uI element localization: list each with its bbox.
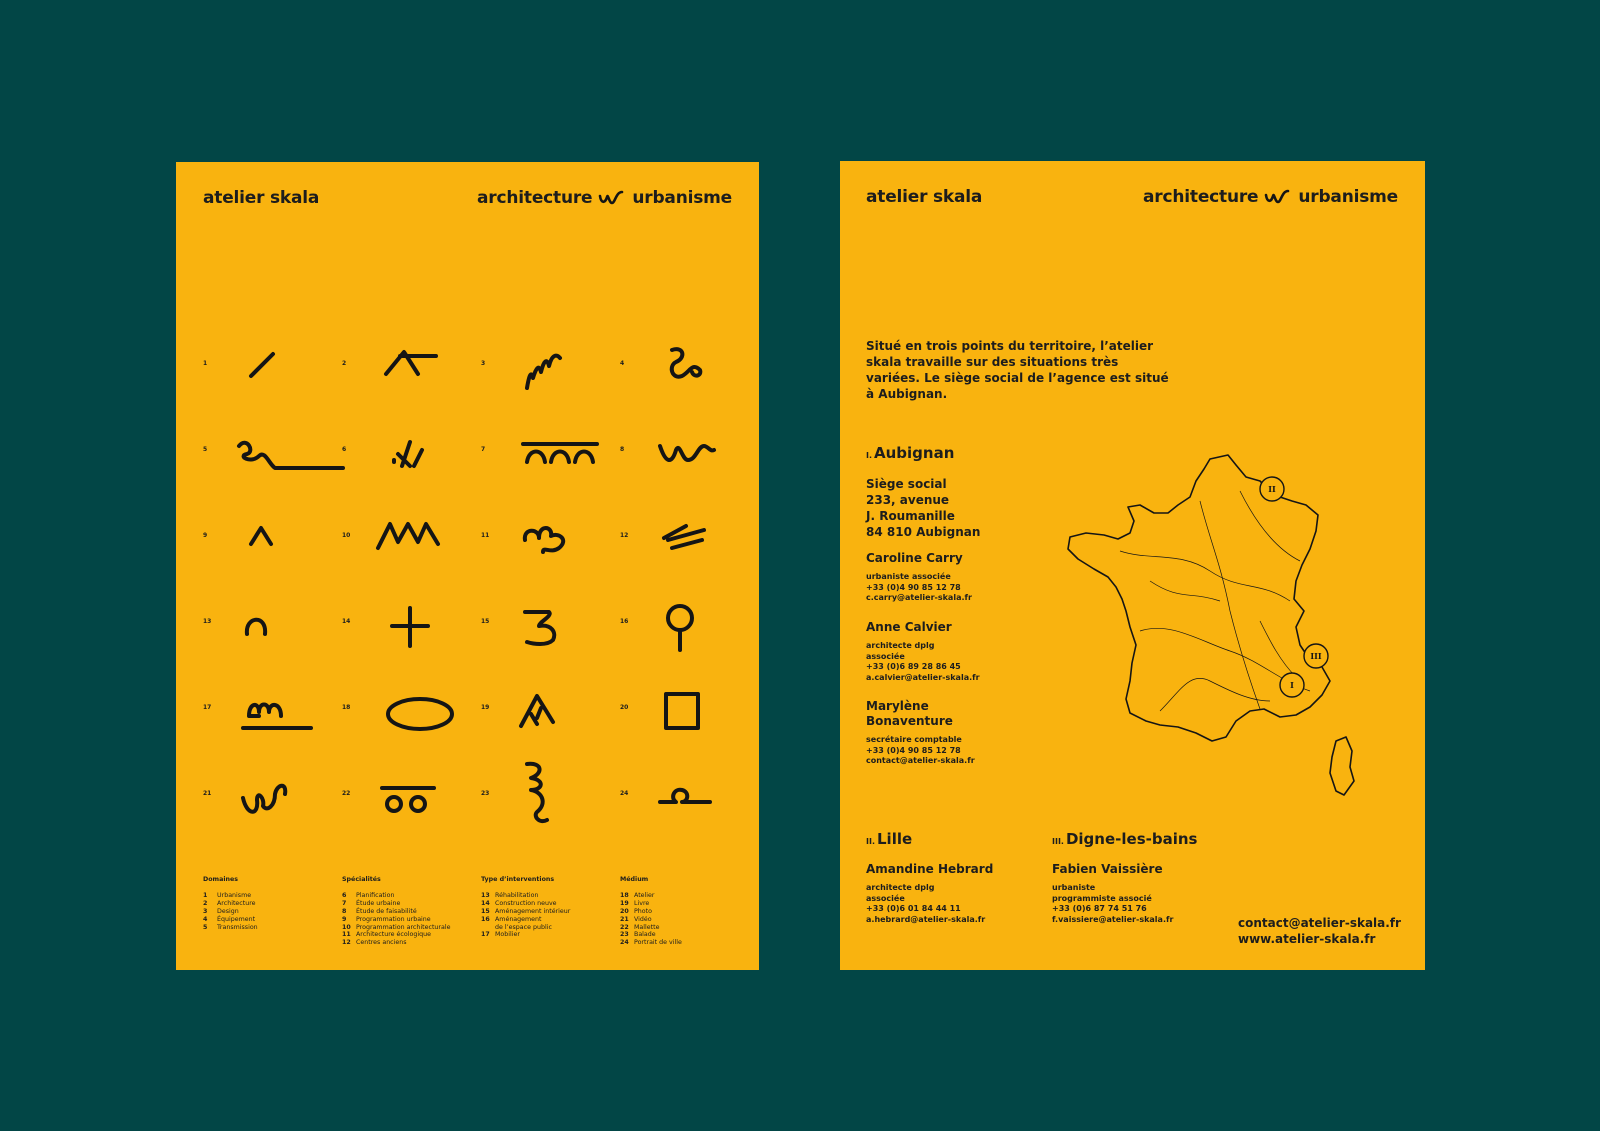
tagline [477, 188, 732, 208]
legend-label: de l’espace public [495, 923, 552, 931]
person-phone[interactable]: +33 (0)6 87 74 51 76 [1052, 904, 1147, 913]
glyph-number: 19 [481, 704, 490, 711]
glyph-cell [620, 602, 758, 688]
france-outline [1068, 455, 1330, 741]
glyph-number: 6 [342, 446, 347, 453]
legend-label: Photo [634, 907, 652, 915]
person-anne-calvier [866, 620, 1041, 683]
glyph-three [503, 604, 613, 674]
glyph-cell [481, 774, 619, 860]
legend-label: Aménagement intérieur [495, 907, 571, 915]
legend-medium [620, 876, 755, 947]
legend-num: 19 [620, 899, 629, 907]
brand-name: atelier skala [203, 188, 320, 208]
legend-label: Transmission [217, 923, 258, 931]
legend-specialites [342, 876, 477, 947]
person-role: architecte dplg [866, 883, 935, 892]
legend-num: 8 [342, 907, 347, 915]
glyph-square [642, 690, 752, 760]
glyph-cross [364, 604, 474, 674]
glyph-cell [342, 516, 480, 602]
glyph-number: 7 [481, 446, 486, 453]
glyph-cell [620, 774, 758, 860]
legend-num: 11 [342, 931, 351, 939]
legend-label: Étude urbaine [356, 899, 401, 907]
person-phone[interactable]: +33 (0)6 89 28 86 45 [866, 662, 961, 671]
legend-heading: Domaines [203, 876, 239, 883]
glyph-number: 13 [203, 618, 212, 625]
person-role: associée [866, 893, 905, 903]
glyph-cell [481, 602, 619, 688]
legend-num: 2 [203, 899, 208, 907]
office-title-lille [866, 830, 912, 848]
glyph-cell [620, 430, 758, 516]
legend-label: Balade [634, 931, 656, 939]
person-name: Fabien Vaissière [1052, 862, 1163, 876]
glyph-number: 10 [342, 532, 351, 539]
tagline-urbanisme: urbanisme [1298, 187, 1398, 207]
address-line: 84 810 Aubignan [866, 525, 981, 539]
glyph-cell [203, 688, 341, 774]
legend-label: Aménagement [495, 915, 542, 923]
legend-label: Portrait de ville [634, 939, 682, 947]
legend-num: 16 [481, 915, 490, 923]
legend-num: 10 [342, 923, 351, 931]
glyph-wave [642, 432, 752, 502]
glyph-squiggle-line [225, 432, 335, 502]
tagline-architecture: architecture [477, 188, 593, 208]
glyph-strata [642, 518, 752, 588]
legend-label: Planification [356, 891, 395, 899]
intro-paragraph: Situé en trois points du territoire, l’atelier skala travaille sur des situations très variées. Le siège social de l’agence est situé à Aubignan. [866, 339, 1169, 401]
legend-label: Centres anciens [356, 939, 407, 947]
legend-num: 21 [620, 915, 629, 923]
glyph-cell [481, 688, 619, 774]
website-link[interactable]: www.atelier-skala.fr [1238, 932, 1376, 946]
glyph-number: 24 [620, 790, 629, 797]
glyph-cell [342, 344, 480, 430]
glyph-table [225, 690, 335, 760]
general-contact [1238, 915, 1401, 947]
marker-label: II [1268, 484, 1276, 494]
person-role: associée [866, 651, 905, 661]
person-phone[interactable]: +33 (0)4 90 85 12 78 [866, 745, 961, 755]
glyph-cell [620, 688, 758, 774]
glyph-cell [203, 344, 341, 430]
tagline [1143, 187, 1398, 207]
person-role: urbaniste associée [866, 572, 951, 581]
office-title-digne [1052, 830, 1197, 848]
legend-label: Programmation urbaine [356, 915, 431, 923]
glyph-cell [203, 774, 341, 860]
legend-heading: Type d’interventions [481, 876, 555, 883]
person-name-line: Bonaventure [866, 714, 953, 728]
person-name: Anne Calvier [866, 620, 952, 634]
roman-numeral: III. [1052, 837, 1064, 846]
legend-num: 23 [620, 931, 629, 939]
glyph-peak [225, 518, 335, 588]
person-amandine-hebrard [866, 862, 1041, 925]
glyph-cell [342, 430, 480, 516]
legend-num: 5 [203, 923, 208, 931]
glyph-number: 11 [481, 532, 490, 539]
person-phone[interactable]: +33 (0)6 01 84 44 11 [866, 904, 961, 913]
legend-interventions [481, 876, 616, 939]
glyph-sprout [364, 432, 474, 502]
person-name [866, 699, 1041, 729]
legend-num: 15 [481, 907, 490, 915]
address-line: Siège social [866, 477, 947, 491]
glyph-number: 16 [620, 618, 629, 625]
glyph-cell [342, 774, 480, 860]
glyph-cell [342, 688, 480, 774]
legend-num: 1 [203, 891, 208, 899]
legend-num: 9 [342, 915, 347, 923]
glyph-coil [503, 776, 613, 846]
marker-label: III [1310, 651, 1322, 661]
tagline-architecture: architecture [1143, 187, 1259, 207]
glyph-loop [225, 776, 335, 846]
legend-label: Livre [634, 899, 650, 907]
glyph-number: 1 [203, 360, 208, 367]
glyph-bridge [503, 432, 613, 502]
office-name: Digne-les-bains [1065, 830, 1198, 848]
legend-num: 7 [342, 899, 347, 907]
right-poster [840, 161, 1425, 970]
glyph-number: 23 [481, 790, 490, 797]
legend-num: 4 [203, 915, 208, 923]
france-map [1060, 451, 1380, 811]
person-email[interactable]: a.hebrard@atelier-skala.fr [866, 914, 986, 924]
glyph-arch [225, 604, 335, 674]
glyph-slash [225, 346, 335, 416]
glyph-number: 22 [342, 790, 351, 797]
legend-label: Construction neuve [495, 899, 557, 907]
address-line: 233, avenue [866, 493, 950, 507]
glyph-number: 5 [203, 446, 208, 453]
legend-label: Atelier [634, 891, 655, 899]
office-name: Aubignan [874, 444, 955, 462]
person-marylene-bonaventure [866, 699, 1041, 767]
siege-address [866, 476, 1041, 540]
legend-label: Design [217, 907, 239, 915]
legend-label: Architecture [217, 899, 256, 907]
legend-num: 22 [620, 923, 629, 931]
legend-label: Vidéo [634, 915, 652, 923]
legend-label: Étude de faisabilité [356, 907, 417, 915]
person-email[interactable]: f.vaissiere@atelier-skala.fr [1052, 914, 1174, 924]
person-email[interactable]: contact@atelier-skala.fr [866, 756, 975, 765]
person-fabien-vaissiere [1052, 862, 1227, 925]
glyph-cell [481, 344, 619, 430]
glyph-caret-arrow [364, 346, 474, 416]
marker-label: I [1290, 680, 1294, 690]
person-role: secrétaire comptable [866, 735, 962, 744]
legend-label: Architecture écologique [356, 931, 431, 939]
wave-icon [1264, 188, 1292, 206]
glyph-tent [503, 690, 613, 760]
person-email[interactable]: a.calvier@atelier-skala.fr [866, 672, 980, 682]
glyph-serpent [642, 346, 752, 416]
legend-label: Mobilier [495, 931, 520, 939]
legend-num: 3 [203, 907, 208, 915]
glyph-grass [503, 346, 613, 416]
legend-num: 13 [481, 891, 490, 899]
person-phone[interactable]: +33 (0)4 90 85 12 78 [866, 582, 961, 592]
glyph-number: 2 [342, 360, 347, 367]
glyph-wheels [364, 776, 474, 846]
legend-label: Urbanisme [217, 891, 252, 899]
legend-num: 18 [620, 891, 629, 899]
glyph-tree [642, 604, 752, 674]
glyph-number: 9 [203, 532, 208, 539]
person-role: architecte dplg [866, 641, 935, 650]
glyph-cell [481, 430, 619, 516]
legend-label: Mallette [634, 923, 660, 931]
legend-num [481, 924, 495, 932]
person-name-line: Marylène [866, 699, 929, 713]
office-title-aubignan [866, 444, 954, 462]
corsica-outline [1330, 737, 1354, 795]
legend-num: 24 [620, 939, 629, 947]
person-name: Amandine Hebrard [866, 862, 994, 876]
person-caroline-carry [866, 551, 1041, 604]
marker-digne[interactable] [1304, 644, 1328, 668]
brand-name: atelier skala [866, 187, 983, 207]
person-role: programmiste associé [1052, 893, 1152, 903]
legend-label: Réhabilitation [495, 891, 539, 899]
glyph-number: 15 [481, 618, 490, 625]
glyph-cell [481, 516, 619, 602]
wave-icon [598, 189, 626, 207]
person-name: Caroline Carry [866, 551, 963, 565]
glyph-number: 14 [342, 618, 351, 625]
roman-numeral: I. [866, 451, 873, 460]
marker-lille[interactable] [1260, 477, 1284, 501]
legend-num: 20 [620, 907, 629, 915]
glyph-number: 18 [342, 704, 351, 711]
glyph-cell [203, 516, 341, 602]
legend-num: 17 [481, 931, 490, 939]
legend-heading: Médium [620, 876, 649, 883]
glyph-number: 20 [620, 704, 629, 711]
office-name: Lille [877, 830, 913, 848]
legend-domaines [203, 876, 338, 931]
legend-label: Programmation architecturale [356, 923, 451, 931]
legend-label: Équipement [217, 915, 256, 923]
glyph-cell [342, 602, 480, 688]
glyph-mountains [364, 518, 474, 588]
glyph-cell [203, 602, 341, 688]
legend-num: 12 [342, 939, 351, 947]
legend-heading: Spécialités [342, 876, 381, 883]
legend-num: 14 [481, 899, 490, 907]
marker-aubignan[interactable] [1280, 673, 1304, 697]
tagline-urbanisme: urbanisme [632, 188, 732, 208]
glyph-hook [642, 776, 752, 846]
glyph-number: 21 [203, 790, 212, 797]
person-role: urbaniste [1052, 883, 1096, 892]
glyph-number: 4 [620, 360, 625, 367]
glyph-cell [203, 430, 341, 516]
glyph-number: 12 [620, 532, 629, 539]
roman-numeral: II. [866, 837, 875, 846]
legend-num: 6 [342, 891, 347, 899]
person-email[interactable]: c.carry@atelier-skala.fr [866, 593, 972, 602]
address-line: J. Roumanille [866, 509, 955, 523]
contact-email-link[interactable]: contact@atelier-skala.fr [1238, 916, 1401, 930]
glyph-number: 17 [203, 704, 212, 711]
glyph-number: 3 [481, 360, 486, 367]
left-poster [176, 162, 759, 970]
glyph-cell [620, 516, 758, 602]
glyph-number: 8 [620, 446, 625, 453]
glyph-cloud [503, 518, 613, 588]
glyph-cell [620, 344, 758, 430]
glyph-ellipse [364, 690, 474, 760]
